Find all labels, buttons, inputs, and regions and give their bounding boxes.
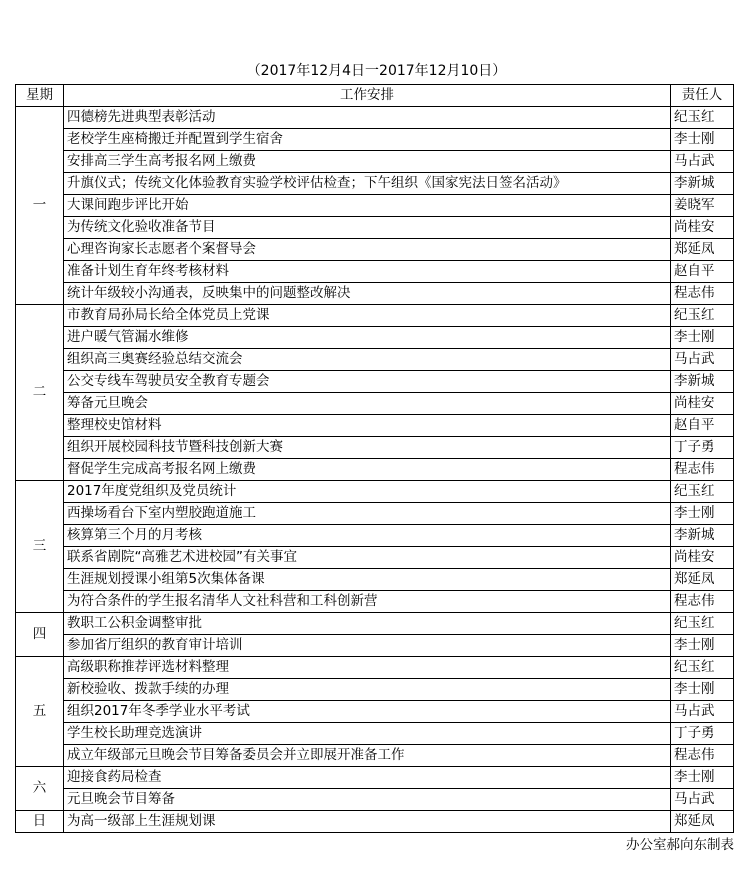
task-cell: 组织2017年冬季学业水平考试 bbox=[64, 701, 671, 723]
task-cell: 公交专线车驾驶员安全教育专题会 bbox=[64, 371, 671, 393]
table-row bbox=[16, 327, 734, 349]
table-row bbox=[16, 217, 734, 239]
person-cell: 程志伟 bbox=[671, 591, 734, 613]
table-row bbox=[16, 129, 734, 151]
table-row bbox=[16, 767, 734, 789]
header-row bbox=[16, 85, 734, 107]
day-label: 三 bbox=[16, 481, 64, 613]
person-cell: 程志伟 bbox=[671, 745, 734, 767]
task-cell: 迎接食药局检查 bbox=[64, 767, 671, 789]
table-row bbox=[16, 459, 734, 481]
person-cell: 李新城 bbox=[671, 525, 734, 547]
person-cell: 李士刚 bbox=[671, 679, 734, 701]
person-cell: 纪玉红 bbox=[671, 305, 734, 327]
person-cell: 纪玉红 bbox=[671, 481, 734, 503]
person-cell: 马占武 bbox=[671, 701, 734, 723]
weekly-schedule-table bbox=[15, 84, 734, 833]
task-cell: 老校学生座椅搬迁并配置到学生宿舍 bbox=[64, 129, 671, 151]
table-row bbox=[16, 393, 734, 415]
task-cell: 为高一级部上生涯规划课 bbox=[64, 811, 671, 833]
day-label: 六 bbox=[16, 767, 64, 811]
date-range: （2017年12月4日一2017年12月10日） bbox=[246, 63, 507, 79]
table-row bbox=[16, 349, 734, 371]
person-cell: 马占武 bbox=[671, 349, 734, 371]
person-cell: 李新城 bbox=[671, 371, 734, 393]
person-cell: 郑延凤 bbox=[671, 811, 734, 833]
person-cell: 尚桂安 bbox=[671, 393, 734, 415]
task-cell: 新校验收、拨款手续的办理 bbox=[64, 679, 671, 701]
table-row bbox=[16, 239, 734, 261]
header-task: 工作安排 bbox=[64, 85, 671, 107]
person-cell: 程志伟 bbox=[671, 459, 734, 481]
person-cell: 李士刚 bbox=[671, 129, 734, 151]
person-cell: 纪玉红 bbox=[671, 613, 734, 635]
task-cell: 为传统文化验收准备节目 bbox=[64, 217, 671, 239]
table-row bbox=[16, 723, 734, 745]
person-cell: 郑延凤 bbox=[671, 239, 734, 261]
table-row bbox=[16, 657, 734, 679]
task-cell: 生涯规划授课小组第5次集体备课 bbox=[64, 569, 671, 591]
person-cell: 李新城 bbox=[671, 173, 734, 195]
task-cell: 进户暖气管漏水维修 bbox=[64, 327, 671, 349]
task-cell: 升旗仪式；传统文化体验教育实验学校评估检查；下午组织《国家宪法日签名活动》 bbox=[64, 173, 671, 195]
table-row bbox=[16, 437, 734, 459]
task-cell: 安排高三学生高考报名网上缴费 bbox=[64, 151, 671, 173]
table-row bbox=[16, 371, 734, 393]
task-cell: 2017年度党组织及党员统计 bbox=[64, 481, 671, 503]
day-label: 一 bbox=[16, 107, 64, 305]
task-cell: 组织高三奥赛经验总结交流会 bbox=[64, 349, 671, 371]
table-row bbox=[16, 415, 734, 437]
person-cell: 李士刚 bbox=[671, 503, 734, 525]
table-row bbox=[16, 503, 734, 525]
task-cell: 教职工公积金调整审批 bbox=[64, 613, 671, 635]
person-cell: 纪玉红 bbox=[671, 107, 734, 129]
task-cell: 为符合条件的学生报名清华人文社科营和工科创新营 bbox=[64, 591, 671, 613]
person-cell: 李士刚 bbox=[671, 635, 734, 657]
footer-note: 办公室郝向东制表 bbox=[626, 837, 734, 853]
task-cell: 市教育局孙局长给全体党员上党课 bbox=[64, 305, 671, 327]
table-row bbox=[16, 701, 734, 723]
task-cell: 学生校长助理竞选演讲 bbox=[64, 723, 671, 745]
table-row bbox=[16, 547, 734, 569]
table-row bbox=[16, 151, 734, 173]
table-row bbox=[16, 811, 734, 833]
table-row bbox=[16, 283, 734, 305]
table-row bbox=[16, 569, 734, 591]
task-cell: 高级职称推荐评选材料整理 bbox=[64, 657, 671, 679]
person-cell: 尚桂安 bbox=[671, 217, 734, 239]
header-day: 星期 bbox=[16, 85, 64, 107]
person-cell: 马占武 bbox=[671, 151, 734, 173]
table-row bbox=[16, 195, 734, 217]
task-cell: 元旦晚会节目筹备 bbox=[64, 789, 671, 811]
day-label: 日 bbox=[16, 811, 64, 833]
table-row bbox=[16, 173, 734, 195]
task-cell: 组织开展校园科技节暨科技创新大赛 bbox=[64, 437, 671, 459]
person-cell: 李士刚 bbox=[671, 327, 734, 349]
table-row bbox=[16, 789, 734, 811]
table-row bbox=[16, 525, 734, 547]
task-cell: 筹备元旦晚会 bbox=[64, 393, 671, 415]
task-cell: 联系省剧院“高雅艺术进校园”有关事宜 bbox=[64, 547, 671, 569]
person-cell: 郑延凤 bbox=[671, 569, 734, 591]
table-row bbox=[16, 261, 734, 283]
task-cell: 大课间跑步评比开始 bbox=[64, 195, 671, 217]
person-cell: 程志伟 bbox=[671, 283, 734, 305]
task-cell: 统计年级较小沟通表，反映集中的问题整改解决 bbox=[64, 283, 671, 305]
task-cell: 整理校史馆材料 bbox=[64, 415, 671, 437]
task-cell: 核算第三个月的月考核 bbox=[64, 525, 671, 547]
day-label: 五 bbox=[16, 657, 64, 767]
table-row bbox=[16, 679, 734, 701]
task-cell: 西操场看台下室内塑胶跑道施工 bbox=[64, 503, 671, 525]
task-cell: 督促学生完成高考报名网上缴费 bbox=[64, 459, 671, 481]
table-row bbox=[16, 591, 734, 613]
task-cell: 四德榜先进典型表彰活动 bbox=[64, 107, 671, 129]
table-row bbox=[16, 107, 734, 129]
table-row bbox=[16, 745, 734, 767]
task-cell: 准备计划生育年终考核材料 bbox=[64, 261, 671, 283]
person-cell: 丁子勇 bbox=[671, 437, 734, 459]
task-cell: 成立年级部元旦晚会节目筹备委员会并立即展开准备工作 bbox=[64, 745, 671, 767]
person-cell: 姜晓军 bbox=[671, 195, 734, 217]
day-label: 二 bbox=[16, 305, 64, 481]
table-row bbox=[16, 635, 734, 657]
table-row bbox=[16, 481, 734, 503]
task-cell: 心理咨询家长志愿者个案督导会 bbox=[64, 239, 671, 261]
person-cell: 马占武 bbox=[671, 789, 734, 811]
day-label: 四 bbox=[16, 613, 64, 657]
header-person: 责任人 bbox=[671, 85, 734, 107]
table-row bbox=[16, 613, 734, 635]
person-cell: 纪玉红 bbox=[671, 657, 734, 679]
table-row bbox=[16, 305, 734, 327]
person-cell: 尚桂安 bbox=[671, 547, 734, 569]
person-cell: 赵自平 bbox=[671, 261, 734, 283]
task-cell: 参加省厅组织的教育审计培训 bbox=[64, 635, 671, 657]
schedule-body bbox=[16, 107, 734, 833]
person-cell: 李士刚 bbox=[671, 767, 734, 789]
person-cell: 赵自平 bbox=[671, 415, 734, 437]
person-cell: 丁子勇 bbox=[671, 723, 734, 745]
